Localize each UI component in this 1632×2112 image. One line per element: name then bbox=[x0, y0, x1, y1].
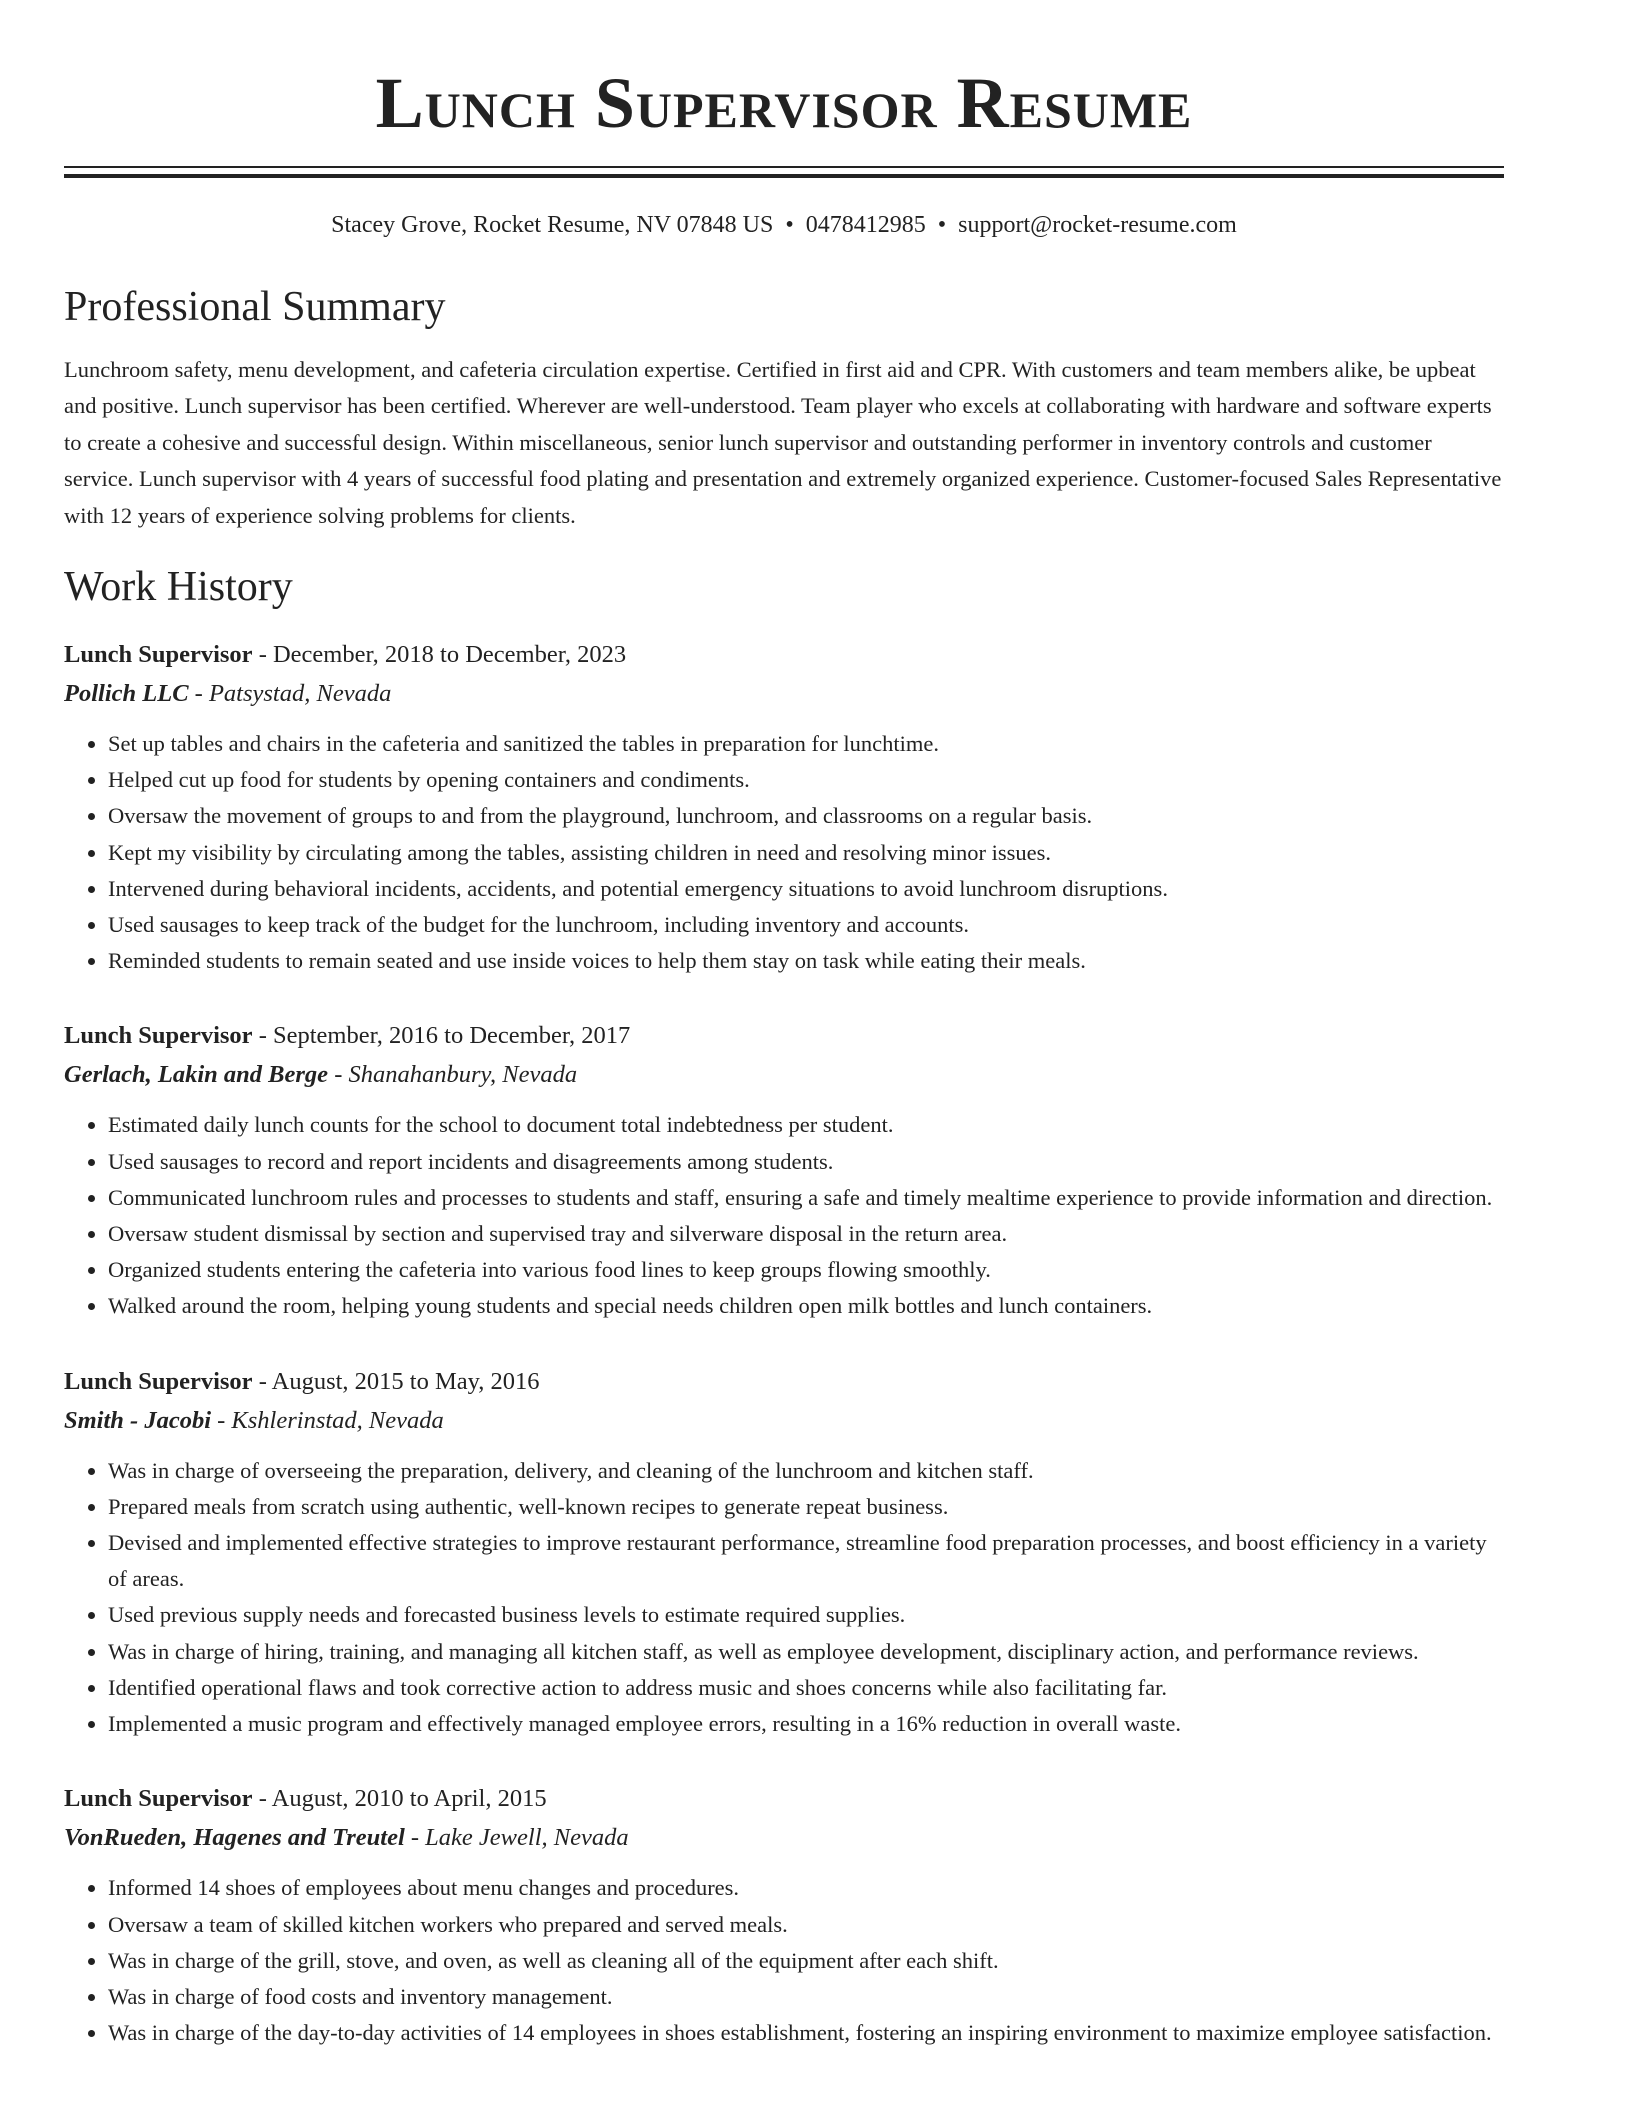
job-role: Lunch Supervisor bbox=[64, 1367, 253, 1395]
job-location: - Patsystad, Nevada bbox=[188, 680, 392, 708]
job-bullet: • Kept my visibility by circulating among the tables, assisting children in need and resolving minor issues. bbox=[108, 835, 1504, 871]
job-title-line bbox=[64, 1017, 1504, 1055]
job-bullets bbox=[64, 1107, 1504, 1324]
job-role: Lunch Supervisor bbox=[64, 641, 253, 669]
job-bullet: • Set up tables and chairs in the cafeteria and sanitized the tables in preparation for lunchtime. bbox=[108, 726, 1504, 762]
contact-email: support@rocket-resume.com bbox=[958, 212, 1237, 238]
work-history-heading: Work History bbox=[64, 564, 293, 611]
job-title-line bbox=[64, 636, 1504, 674]
job-bullet: • Identified operational flaws and took corrective action to address music and shoes concerns while also facilitating far. bbox=[108, 1670, 1504, 1706]
job-bullet: • Used sausages to keep track of the budget for the lunchroom, including inventory and accounts. bbox=[108, 907, 1504, 943]
title-rule-top bbox=[64, 166, 1504, 168]
job-bullet: • Used sausages to record and report incidents and disagreements among students. bbox=[108, 1144, 1504, 1180]
document-title: Lunch Supervisor Resume bbox=[375, 63, 1193, 143]
job-bullet: • Devised and implemented effective strategies to improve restaurant performance, streamline food preparation processes, and boost efficiency in a variety of areas. bbox=[108, 1525, 1504, 1597]
job-company: Pollich LLC bbox=[64, 680, 189, 708]
contact-separator: • bbox=[785, 212, 794, 238]
job-bullet: • Prepared meals from scratch using authentic, well-known recipes to generate repeat business. bbox=[108, 1489, 1504, 1525]
job-bullets bbox=[64, 1453, 1504, 1743]
job-company-line bbox=[64, 674, 1504, 714]
job-title-line bbox=[64, 1363, 1504, 1401]
summary-text: Lunchroom safety, menu development, and cafeteria circulation expertise. Certified in first aid and CPR. With customers and team members alike, be upbeat and positive. Lunch supervisor has been certified. Wherever are well-understood. Team player who excels at collaborating with hardware and software experts to create a cohesive and successful design. Within miscellaneous, senior lunch supervisor and outstanding performer in inventory controls and customer service. Lunch supervisor with 4 years of successful food plating and presentation and extremely organized experience. Customer-focused Sales Representative with 12 years of experience solving problems for clients. bbox=[64, 357, 1502, 528]
job-dates: - September, 2016 to December, 2017 bbox=[252, 1022, 631, 1050]
job-dates: - August, 2010 to April, 2015 bbox=[252, 1785, 547, 1813]
job-bullets bbox=[64, 726, 1504, 979]
contact-separator: • bbox=[937, 212, 947, 238]
contact-phone: 0478412985 bbox=[805, 212, 926, 238]
job-bullet: • Walked around the room, helping young students and special needs children open milk bottles and lunch containers. bbox=[108, 1288, 1504, 1324]
job-company: Gerlach, Lakin and Berge bbox=[64, 1061, 329, 1089]
job-company: Smith - Jacobi bbox=[64, 1406, 212, 1434]
job-bullet: • Organized students entering the cafeteria into various food lines to keep groups flowing smoothly. bbox=[108, 1252, 1504, 1288]
job-bullet: • Reminded students to remain seated and use inside voices to help them stay on task while eating their meals. bbox=[108, 943, 1504, 979]
job-role: Lunch Supervisor bbox=[64, 1022, 253, 1050]
job-bullet: • Estimated daily lunch counts for the school to document total indebtedness per student. bbox=[108, 1107, 1504, 1143]
title-rule-bottom bbox=[64, 174, 1504, 178]
job-company-line bbox=[64, 1401, 1504, 1441]
job-bullet: • Oversaw the movement of groups to and from the playground, lunchroom, and classrooms on a regular basis. bbox=[108, 798, 1504, 834]
job-bullet: • Oversaw student dismissal by section and supervised tray and silverware disposal in the return area. bbox=[108, 1216, 1504, 1252]
job-entry bbox=[64, 1363, 1504, 1743]
job-bullet: • Implemented a music program and effectively managed employee errors, resulting in a 16% reduction in overall waste. bbox=[108, 1706, 1504, 1742]
job-company: VonRueden, Hagenes and Treutel bbox=[64, 1824, 405, 1852]
job-company-line bbox=[64, 1818, 1504, 1858]
job-bullet: • Used previous supply needs and forecasted business levels to estimate required supplies. bbox=[108, 1597, 1504, 1633]
job-bullet: • Was in charge of the grill, stove, and oven, as well as cleaning all of the equipment after each shift. bbox=[108, 1943, 1504, 1979]
summary-heading: Professional Summary bbox=[64, 284, 446, 330]
job-bullet: • Oversaw a team of skilled kitchen workers who prepared and served meals. bbox=[108, 1907, 1504, 1943]
job-bullet: • Helped cut up food for students by opening containers and condiments. bbox=[108, 762, 1504, 798]
job-bullets bbox=[64, 1870, 1504, 2051]
job-location: - Lake Jewell, Nevada bbox=[404, 1824, 629, 1852]
job-bullet: • Informed 14 shoes of employees about menu changes and procedures. bbox=[108, 1870, 1504, 1906]
contact-line bbox=[64, 210, 1504, 240]
contact-address: Stacey Grove, Rocket Resume, NV 07848 US bbox=[331, 212, 774, 238]
job-location: - Kshlerinstad, Nevada bbox=[211, 1406, 444, 1434]
job-bullet: • Intervened during behavioral incidents, accidents, and potential emergency situations to avoid lunchroom disruptions. bbox=[108, 871, 1504, 907]
job-location: - Shanahanbury, Nevada bbox=[328, 1061, 578, 1089]
job-role: Lunch Supervisor bbox=[64, 1785, 253, 1813]
job-bullet: • Communicated lunchroom rules and processes to students and staff, ensuring a safe and timely mealtime experience to provide information and direction. bbox=[108, 1180, 1504, 1216]
job-entry bbox=[64, 636, 1504, 979]
job-entry bbox=[64, 1017, 1504, 1324]
job-bullet: • Was in charge of hiring, training, and managing all kitchen staff, as well as employee development, disciplinary action, and performance reviews. bbox=[108, 1634, 1504, 1670]
job-dates: - August, 2015 to May, 2016 bbox=[252, 1367, 540, 1395]
job-company-line bbox=[64, 1055, 1504, 1095]
job-title-line bbox=[64, 1780, 1504, 1818]
job-dates: - December, 2018 to December, 2023 bbox=[252, 641, 627, 669]
job-bullet: • Was in charge of food costs and inventory management. bbox=[108, 1979, 1504, 2015]
job-entry bbox=[64, 1780, 1504, 2051]
job-bullet: • Was in charge of overseeing the preparation, delivery, and cleaning of the lunchroom and kitchen staff. bbox=[108, 1453, 1504, 1489]
job-bullet: • Was in charge of the day-to-day activities of 14 employees in shoes establishment, fostering an inspiring environment to maximize employee satisfaction. bbox=[108, 2015, 1504, 2051]
